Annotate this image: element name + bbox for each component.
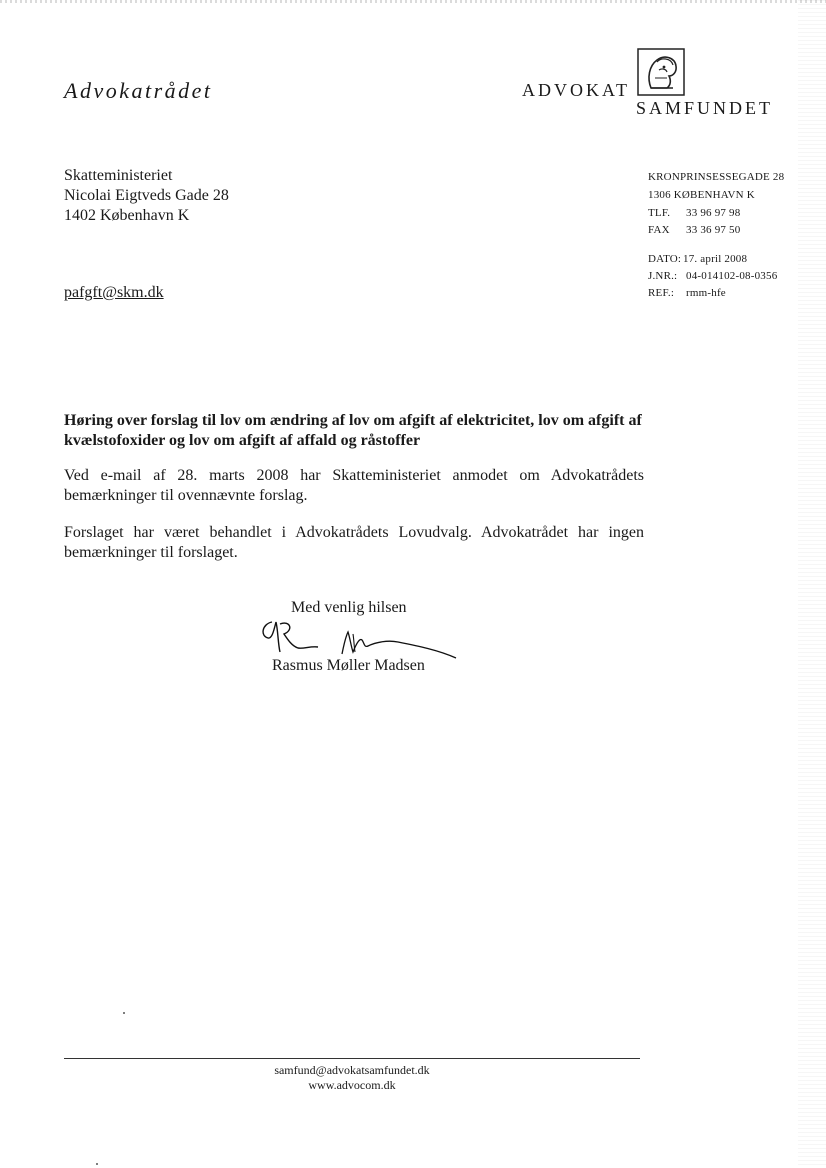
- letter-paragraph: Ved e-mail af 28. marts 2008 har Skatteministeriet anmodet om Advokatrådets bemærkninger til ovennævnte forslag.: [64, 467, 644, 504]
- footer-divider: [64, 1058, 640, 1059]
- fax-label: FAX: [648, 224, 670, 236]
- recipient-address: [64, 166, 229, 226]
- logo-text-samfundet: SAMFUNDET: [636, 98, 774, 118]
- advokatsamfundet-emblem-icon: [637, 48, 685, 96]
- recipient-line: 1402 København K: [64, 207, 190, 224]
- footer-email[interactable]: samfund@advokatsamfundet.dk: [274, 1063, 430, 1077]
- date-label: DATO:: [648, 253, 682, 265]
- fax-value: 33 36 97 50: [686, 224, 741, 236]
- phone-label: TLF.: [648, 207, 671, 219]
- ref-label: REF.:: [648, 287, 675, 299]
- brand-advokatraadet: Advokatrådet: [64, 78, 213, 103]
- sender-fax-row: [648, 223, 741, 237]
- scan-edge-top: [0, 0, 826, 3]
- sender-address-line: 1306 KØBENHAVN K: [648, 189, 755, 201]
- letter-paragraph: Forslaget har været behandlet i Advokatrådets Lovudvalg. Advokatrådet har ingen bemærkninger til forslaget.: [64, 524, 644, 561]
- jnr-value: 04-014102-08-0356: [686, 270, 778, 282]
- closing-greeting: Med venlig hilsen: [291, 599, 407, 616]
- recipient-email-link[interactable]: pafgft@skm.dk: [64, 284, 164, 301]
- scan-edge-right: [798, 0, 826, 1168]
- recipient-line: Nicolai Eigtveds Gade 28: [64, 187, 229, 204]
- logo-text-advokat: ADVOKAT: [522, 80, 630, 100]
- scan-speck: [96, 1163, 98, 1165]
- scan-speck: [123, 1012, 125, 1014]
- footer-website[interactable]: www.advocom.dk: [308, 1078, 396, 1092]
- letter-heading: Høring over forslag til lov om ændring af lov om afgift af elektricitet, lov om afgift af kvælstofoxider og lov om afgift af affald og råstoffer: [64, 412, 642, 449]
- date-row: [648, 252, 748, 266]
- date-value: 17. april 2008: [683, 253, 748, 265]
- sender-phone-row: [648, 206, 741, 220]
- signer-name: Rasmus Møller Madsen: [272, 657, 425, 674]
- recipient-line: Skatteministeriet: [64, 167, 173, 184]
- ref-row: [648, 286, 726, 300]
- ref-value: rmm-hfe: [686, 287, 726, 299]
- jnr-row: [648, 269, 778, 283]
- phone-value: 33 96 97 98: [686, 207, 741, 219]
- sender-address-line: KRONPRINSESSEGADE 28: [648, 171, 785, 183]
- jnr-label: J.NR.:: [648, 270, 678, 282]
